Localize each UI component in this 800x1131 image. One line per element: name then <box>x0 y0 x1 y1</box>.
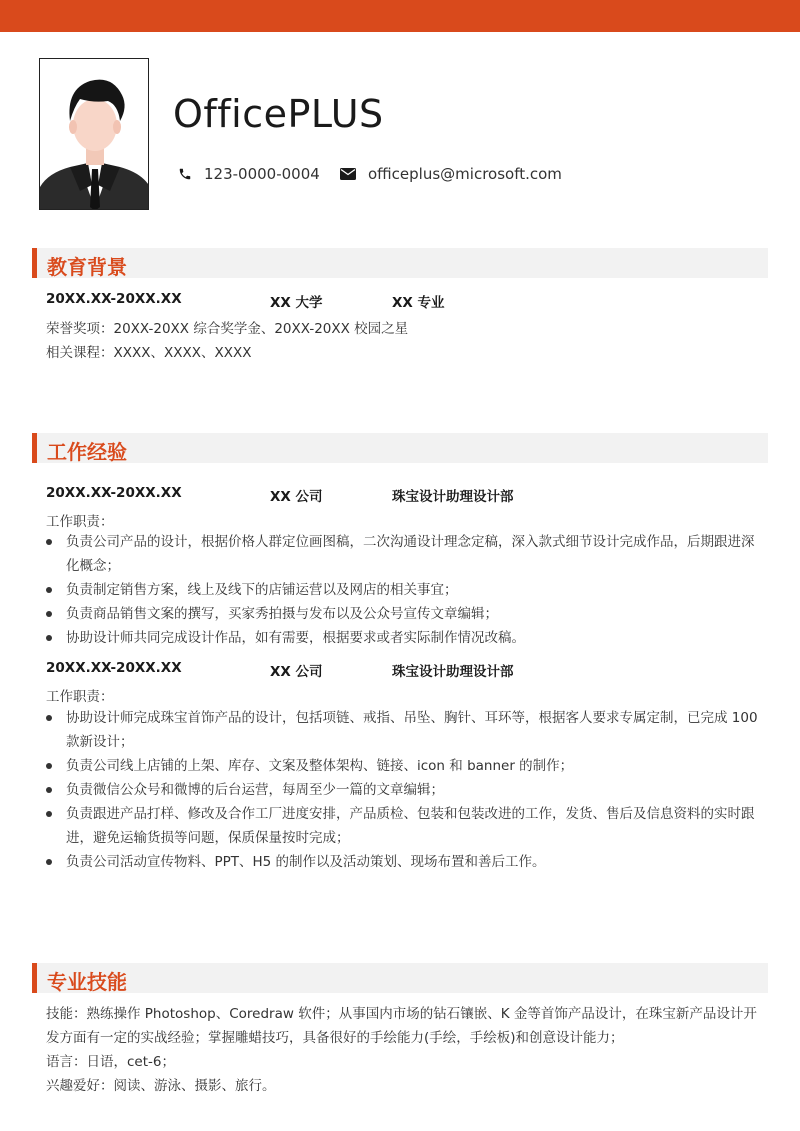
skills-section-header <box>32 963 768 993</box>
bullet-dot <box>46 811 52 817</box>
bullet-dot <box>46 859 52 865</box>
education-section-header <box>32 248 768 278</box>
bullet-dot <box>46 787 52 793</box>
list-item: 协助设计师完成珠宝首饰产品的设计，包括项链、戒指、吊坠、胸针、耳环等，根据客人要求专属定制，已完成 100 款新设计； <box>46 706 762 754</box>
hobbies-text: 兴趣爱好：阅读、游泳、摄影、旅行。 <box>46 1078 276 1094</box>
education-major: XX 专业 <box>392 295 445 311</box>
job-position: 珠宝设计助理设计部 <box>392 664 514 680</box>
email-contact <box>340 165 562 183</box>
education-school: XX 大学 <box>270 295 323 311</box>
list-item: 负责公司产品的设计，根据价格人群定位画图稿，二次沟通设计理念定稿，深入款式细节设计完成作品，后期跟进深化概念； <box>46 530 762 578</box>
education-honors: 荣誉奖项：20XX-20XX 综合奖学金、20XX-20XX 校园之星 <box>46 321 409 337</box>
list-item: 协助设计师共同完成设计作品，如有需要，根据要求或者实际制作情况改稿。 <box>46 626 762 650</box>
job-duty-label: 工作职责： <box>46 514 114 530</box>
bullet-dot <box>46 763 52 769</box>
job-date: 20XX.XX-20XX.XX <box>46 660 182 676</box>
job-position: 珠宝设计助理设计部 <box>392 489 514 505</box>
profile-photo <box>39 58 149 210</box>
bullet-dot <box>46 611 52 617</box>
job-row <box>46 485 768 505</box>
bullet-dot <box>46 539 52 545</box>
list-item: 负责公司活动宣传物料、PPT、H5 的制作以及活动策划、现场布置和善后工作。 <box>46 850 762 874</box>
section-accent <box>32 433 37 463</box>
education-date: 20XX.XX-20XX.XX <box>46 291 182 307</box>
work-section-header <box>32 433 768 463</box>
email-address: officeplus@microsoft.com <box>368 165 562 183</box>
job-company: XX 公司 <box>270 489 323 505</box>
section-title: 专业技能 <box>47 970 127 994</box>
phone-number: 123-0000-0004 <box>204 165 320 183</box>
bullet-dot <box>46 635 52 641</box>
education-row <box>46 291 768 311</box>
phone-icon <box>178 167 192 181</box>
language-text: 语言：日语，cet-6； <box>46 1054 175 1070</box>
section-title: 教育背景 <box>47 255 127 279</box>
job-date: 20XX.XX-20XX.XX <box>46 485 182 501</box>
job-company: XX 公司 <box>270 664 323 680</box>
section-accent <box>32 963 37 993</box>
avatar-illustration <box>40 59 149 210</box>
education-courses: 相关课程：XXXX、XXXX、XXXX <box>46 345 252 361</box>
list-item: 负责商品销售文案的撰写，买家秀拍摄与发布以及公众号宣传文章编辑； <box>46 602 762 626</box>
skills-text: 技能：熟练操作 Photoshop、Coredraw 软件；从事国内市场的钻石镶嵌、K 金等首饰产品设计，在珠宝新产品设计开发方面有一定的实战经验；掌握雕蜡技巧，具备很好的手绘能力(手绘，手绘板)和创意设计能力； <box>46 1006 757 1046</box>
bullet-dot <box>46 587 52 593</box>
candidate-name: OfficePLUS <box>173 92 384 136</box>
top-accent-bar <box>0 0 800 32</box>
job-duty-label: 工作职责： <box>46 689 114 705</box>
section-title: 工作经验 <box>47 440 127 464</box>
bullet-dot <box>46 715 52 721</box>
section-accent <box>32 248 37 278</box>
list-item: 负责微信公众号和微博的后台运营，每周至少一篇的文章编辑； <box>46 778 762 802</box>
job-row <box>46 660 768 680</box>
list-item: 负责公司线上店铺的上架、库存、文案及整体架构、链接、icon 和 banner 的制作； <box>46 754 762 778</box>
email-icon <box>340 168 356 180</box>
list-item: 负责制定销售方案，线上及线下的店铺运营以及网店的相关事宜； <box>46 578 762 602</box>
list-item: 负责跟进产品打样、修改及合作工厂进度安排，产品质检、包装和包装改进的工作，发货、售后及信息资料的实时跟进，避免运输货损等问题，保质保量按时完成； <box>46 802 762 850</box>
phone-contact <box>178 165 320 183</box>
